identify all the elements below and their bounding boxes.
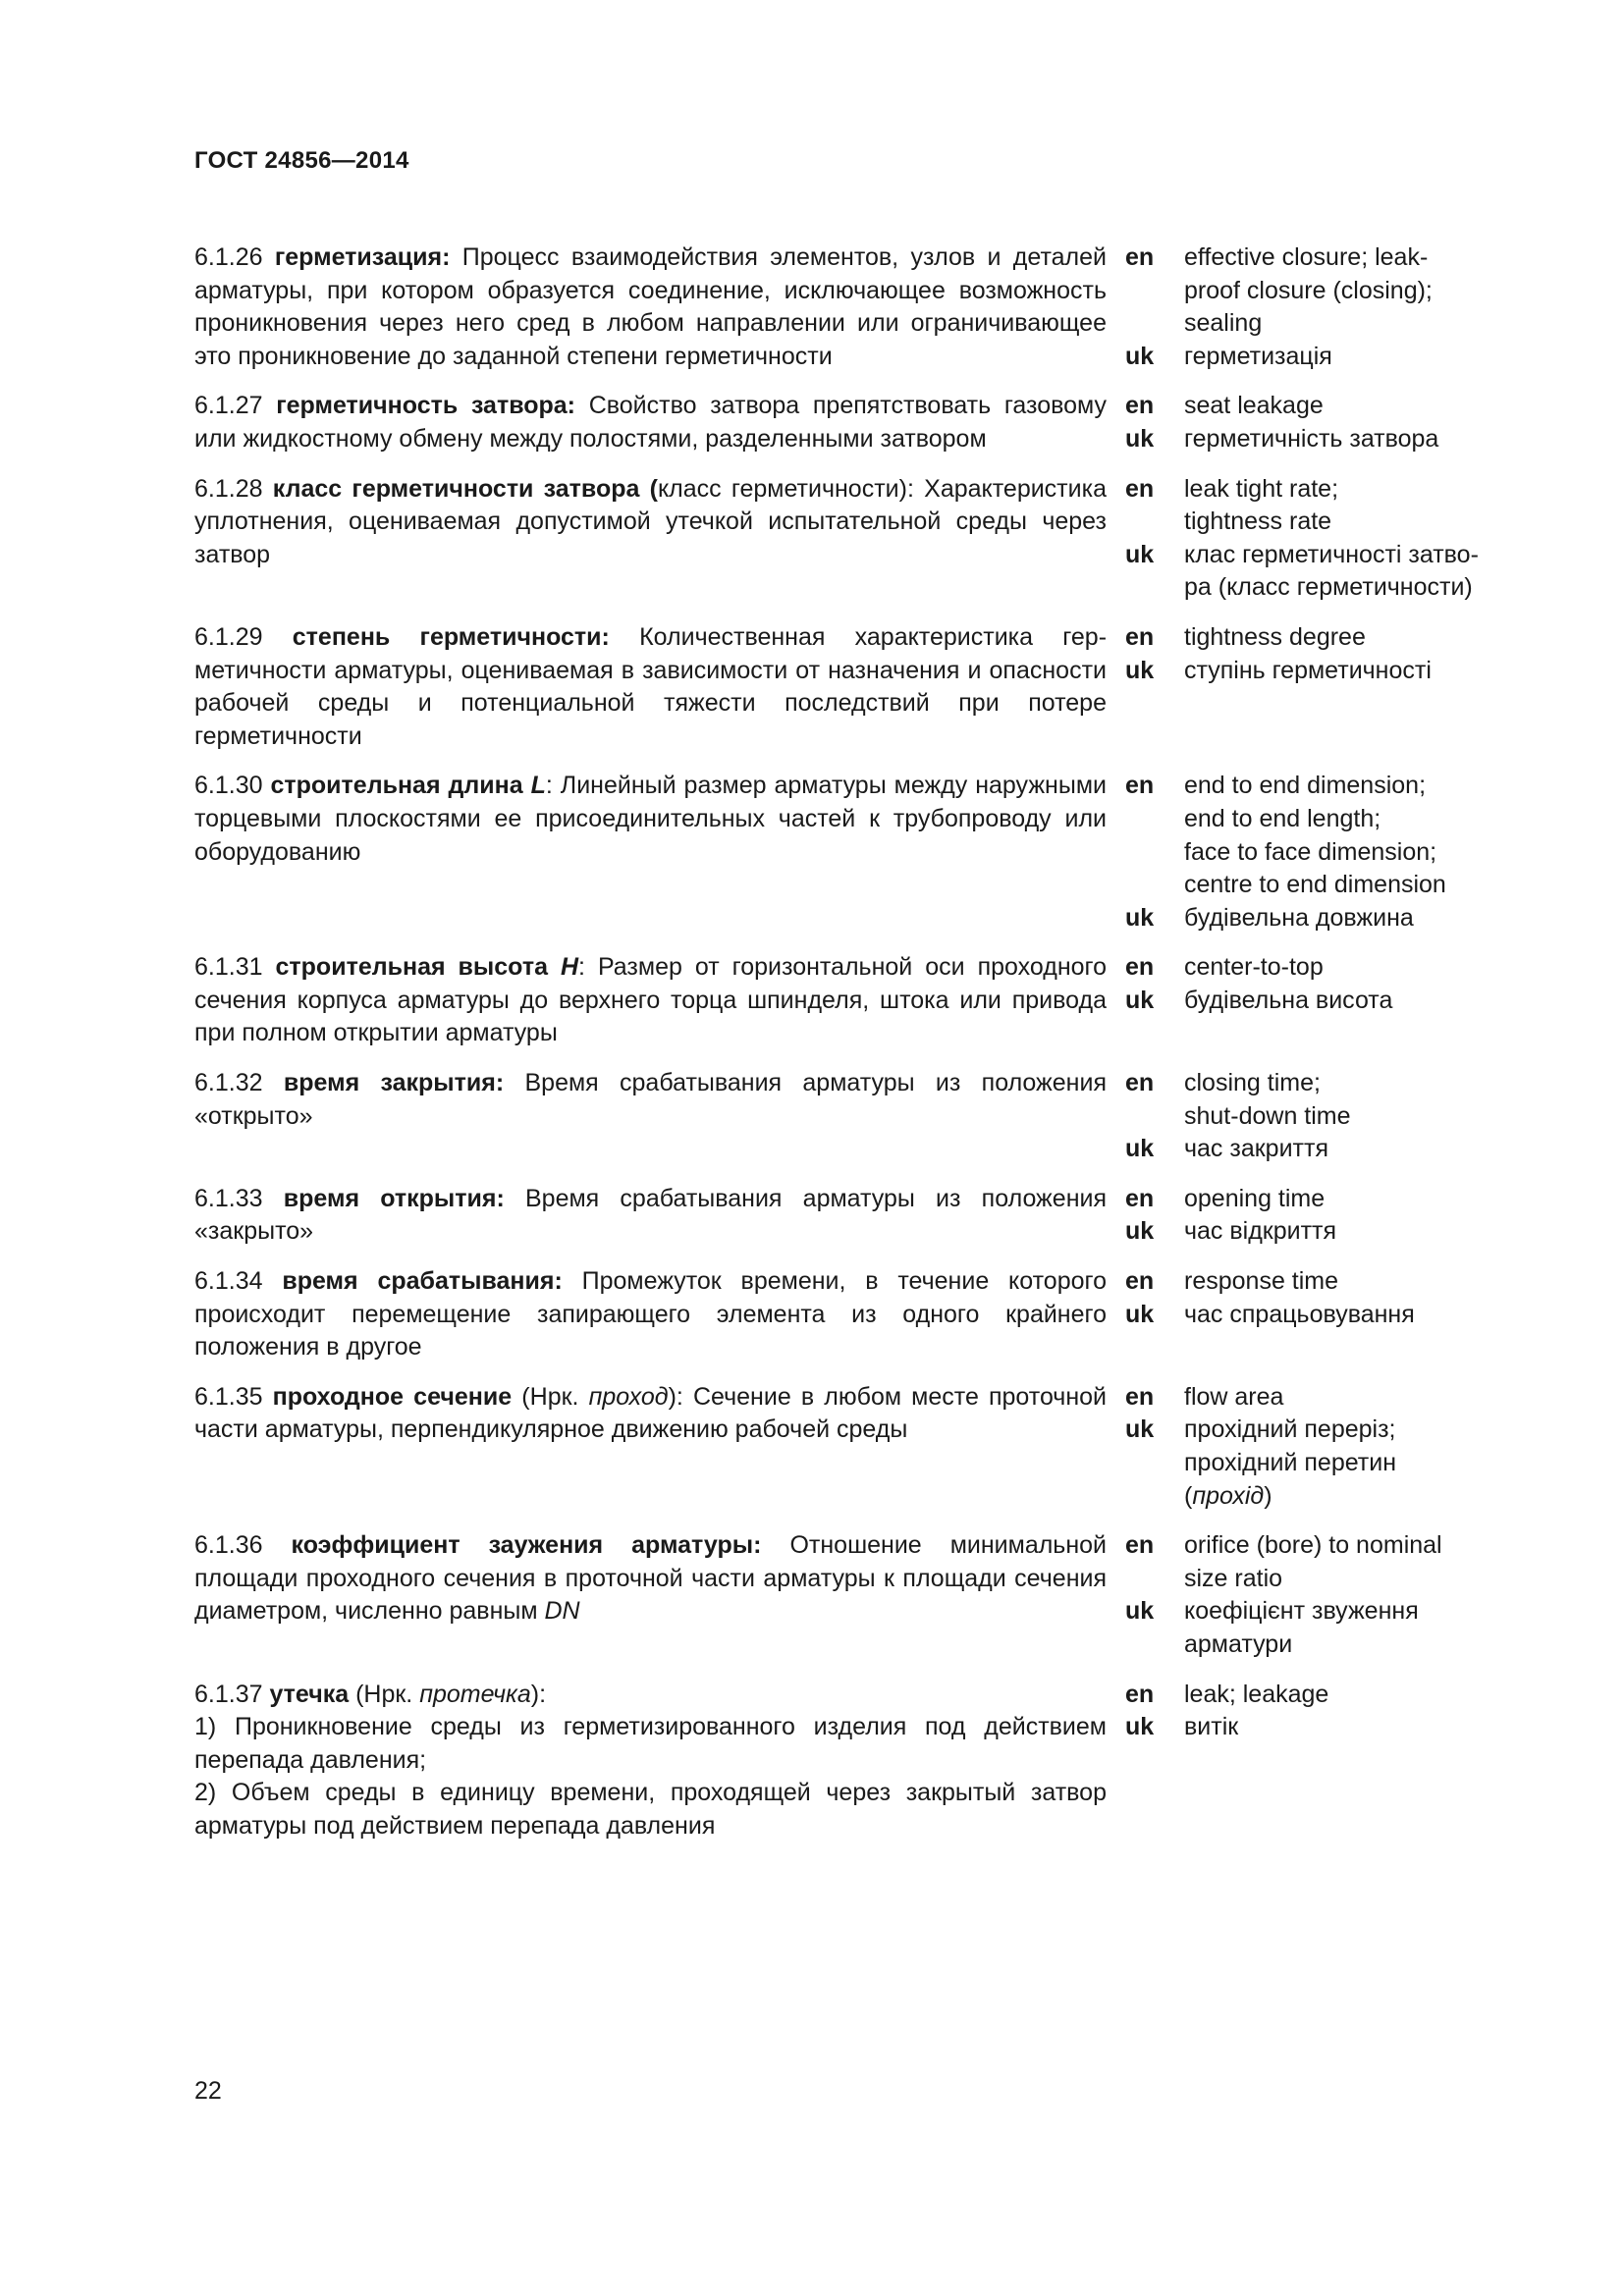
term-entry-6-1-34 bbox=[194, 1265, 1532, 1364]
term-number: 6.1.26 bbox=[194, 243, 263, 271]
definition bbox=[194, 390, 1107, 455]
term-number: 6.1.32 bbox=[194, 1069, 263, 1097]
term-symbol: L bbox=[530, 772, 546, 800]
definition-text: (Нрк. bbox=[512, 1382, 589, 1411]
lang-code-en: en bbox=[1125, 1531, 1155, 1560]
translation-en: shut-down time bbox=[1184, 1101, 1351, 1130]
term-entry-6-1-36 bbox=[194, 1529, 1532, 1661]
translation-en: tightness rate bbox=[1184, 507, 1332, 536]
term-entry-6-1-37 bbox=[194, 1679, 1532, 1843]
term-name: время срабатывания: bbox=[282, 1267, 563, 1296]
translation-uk: ра (класс герметичности) bbox=[1184, 573, 1473, 602]
lang-code-en: en bbox=[1125, 1680, 1155, 1708]
translation-uk: арматури bbox=[1184, 1629, 1293, 1658]
translation-en: leak tight rate; bbox=[1184, 474, 1339, 503]
lang-code-en: en bbox=[1125, 953, 1155, 982]
deprecated-term: протечка bbox=[419, 1680, 531, 1708]
document-header: ГОСТ 24856—2014 bbox=[194, 147, 409, 174]
term-name: класс герметичности затвора ( bbox=[272, 474, 658, 503]
translation-en: end to end dimension; bbox=[1184, 772, 1427, 800]
translations bbox=[1125, 241, 1532, 373]
term-entry-6-1-26 bbox=[194, 241, 1532, 373]
term-entry-6-1-35 bbox=[194, 1381, 1532, 1513]
translation-uk-deprecated: (прохід) bbox=[1184, 1481, 1272, 1510]
term-symbol: H bbox=[560, 953, 579, 982]
lang-code-uk: uk bbox=[1125, 1597, 1155, 1626]
translation-en: sealing bbox=[1184, 309, 1263, 338]
lang-code-uk: uk bbox=[1125, 1135, 1155, 1163]
page-number: 22 bbox=[194, 2077, 222, 2105]
term-number: 6.1.33 bbox=[194, 1184, 263, 1212]
translations bbox=[1125, 1067, 1532, 1166]
lang-code-en: en bbox=[1125, 622, 1155, 651]
term-number: 6.1.37 bbox=[194, 1680, 263, 1708]
lang-code-en: en bbox=[1125, 1069, 1155, 1097]
term-name: герметизация: bbox=[274, 243, 451, 271]
lang-code-uk: uk bbox=[1125, 1415, 1155, 1444]
translation-uk: герметичність затвора bbox=[1184, 424, 1439, 453]
translations bbox=[1125, 770, 1532, 934]
term-number: 6.1.34 bbox=[194, 1267, 263, 1296]
translations bbox=[1125, 390, 1532, 455]
translation-uk: витік bbox=[1184, 1713, 1239, 1741]
definition-text: : Линейный размер арматуры между наружными торцевыми плоскостями ее присоединительных частей к трубопроводу или оборудованию bbox=[194, 772, 1107, 866]
definition bbox=[194, 1183, 1107, 1249]
translation-en: flow area bbox=[1184, 1382, 1284, 1411]
definition bbox=[194, 951, 1107, 1050]
definition-text: Время срабатывания арматуры из положения «открыто» bbox=[194, 1069, 1107, 1130]
translation-en: leak; leakage bbox=[1184, 1680, 1329, 1708]
definition bbox=[194, 1679, 1107, 1843]
translations bbox=[1125, 621, 1532, 753]
term-number: 6.1.30 bbox=[194, 772, 263, 800]
lang-code-en: en bbox=[1125, 1382, 1155, 1411]
definition bbox=[194, 1067, 1107, 1166]
term-name: герметичность затвора: bbox=[276, 392, 576, 420]
translation-uk: час спрацьовування bbox=[1184, 1300, 1415, 1328]
term-entry-6-1-27 bbox=[194, 390, 1532, 455]
term-number: 6.1.31 bbox=[194, 953, 263, 982]
translations bbox=[1125, 473, 1532, 605]
terms-list bbox=[194, 241, 1532, 1860]
translation-en: orifice (bore) to nominal bbox=[1184, 1531, 1442, 1560]
definition-text: класс герметичности): Характеристика уплотнения, оцениваемая допустимой утечкой испытательной среды через затвор bbox=[194, 474, 1107, 568]
translation-uk: будівельна довжина bbox=[1184, 903, 1414, 932]
translation-en: end to end length; bbox=[1184, 804, 1381, 832]
definition-text: Промежуток времени, в течение которого происходит перемещение запирающего элемента из одного крайнего положения в другое bbox=[194, 1267, 1107, 1362]
lang-code-en: en bbox=[1125, 1267, 1155, 1296]
definition-text: Время срабатывания арматуры из положения «закрыто» bbox=[194, 1184, 1107, 1246]
term-entry-6-1-29 bbox=[194, 621, 1532, 753]
translation-uk: будівельна висота bbox=[1184, 986, 1393, 1014]
term-entry-6-1-32 bbox=[194, 1067, 1532, 1166]
definition-text: (Нрк. bbox=[349, 1680, 420, 1708]
term-entry-6-1-28 bbox=[194, 473, 1532, 605]
translation-en: opening time bbox=[1184, 1184, 1326, 1212]
translation-en: closing time; bbox=[1184, 1069, 1321, 1097]
lang-code-uk: uk bbox=[1125, 986, 1155, 1014]
translation-en: effective closure; leak- bbox=[1184, 243, 1429, 271]
definition bbox=[194, 1529, 1107, 1661]
definition bbox=[194, 770, 1107, 934]
lang-code-uk: uk bbox=[1125, 1217, 1155, 1246]
translations bbox=[1125, 1529, 1532, 1661]
term-symbol: DN bbox=[544, 1597, 580, 1626]
term-name: строительная длина bbox=[270, 772, 531, 800]
translation-en: seat leakage bbox=[1184, 392, 1324, 420]
definition-text: : Размер от горизонтальной оси проходного сечения корпуса арматуры до верхнего торца шпинделя, штока или привода при полном открытии арматуры bbox=[194, 953, 1108, 1047]
translation-uk: клас герметичності затво- bbox=[1184, 540, 1479, 568]
definition-text: ): Сечение в любом месте проточной части арматуры, перпендикулярное движению рабочей среды bbox=[194, 1382, 1108, 1444]
lang-code-uk: uk bbox=[1125, 656, 1155, 684]
term-name: коэффициент заужения арматуры: bbox=[291, 1531, 762, 1560]
translation-uk: коефіцієнт звуження bbox=[1184, 1597, 1419, 1626]
definition bbox=[194, 241, 1107, 373]
lang-code-uk: uk bbox=[1125, 540, 1155, 568]
translation-uk: прохідний переріз; bbox=[1184, 1415, 1396, 1444]
definition-item-1: 1) Проникновение среды из герметизированного изделия под действием перепада давления; bbox=[194, 1713, 1107, 1774]
translation-en: center-to-top bbox=[1184, 953, 1324, 982]
translations bbox=[1125, 1265, 1532, 1364]
term-name: строительная высота bbox=[275, 953, 561, 982]
definition-text: Свойство затвора препятствовать газовому или жидкостному обмену между полостями, разделенными затвором bbox=[194, 392, 1108, 453]
term-name: проходное сечение bbox=[272, 1382, 513, 1411]
deprecated-term: проход bbox=[588, 1382, 669, 1411]
translation-en: face to face dimension; bbox=[1184, 837, 1437, 866]
definition bbox=[194, 1381, 1107, 1513]
translations bbox=[1125, 951, 1532, 1050]
definition bbox=[194, 621, 1107, 753]
translation-en: proof closure (closing); bbox=[1184, 276, 1433, 304]
translation-en: centre to end dimension bbox=[1184, 871, 1446, 899]
term-number: 6.1.35 bbox=[194, 1382, 263, 1411]
translations bbox=[1125, 1183, 1532, 1249]
definition bbox=[194, 473, 1107, 605]
lang-code-en: en bbox=[1125, 474, 1155, 503]
lang-code-uk: uk bbox=[1125, 342, 1155, 370]
translations bbox=[1125, 1381, 1532, 1513]
term-number: 6.1.36 bbox=[194, 1531, 263, 1560]
translation-uk: ступінь герметичності bbox=[1184, 656, 1432, 684]
translation-uk: час закриття bbox=[1184, 1135, 1328, 1163]
translation-uk: герметизація bbox=[1184, 342, 1332, 370]
definition-item-2: 2) Объем среды в единицу времени, проходящей через закрытый затвор арматуры под действием перепада давления bbox=[194, 1779, 1107, 1840]
definition-text: Процесс взаимодействия элементов, узлов и деталей арматуры, при котором образуется соединение, исключающее возможность проникновения через него сред в любом направлении или ограничивающее это проникновение до заданной степени герметичности bbox=[194, 243, 1107, 370]
definition-text: Количественная характеристика герметичности арматуры, оцениваемая в зависимости от назначения и опасности рабочей среды и потенциальной тяжести последствий при потере герметичности bbox=[194, 622, 1108, 750]
term-name: время закрытия: bbox=[283, 1069, 505, 1097]
translation-en: response time bbox=[1184, 1267, 1339, 1296]
lang-code-en: en bbox=[1125, 243, 1155, 271]
lang-code-en: en bbox=[1125, 392, 1155, 420]
definition-text: Отношение минимальной площади проходного сечения в проточной части арматуры к площади сечения диаметром, численно равным bbox=[194, 1531, 1108, 1626]
term-entry-6-1-31 bbox=[194, 951, 1532, 1050]
translation-uk: прохідний перетин bbox=[1184, 1449, 1397, 1476]
definition bbox=[194, 1265, 1107, 1364]
lang-code-uk: uk bbox=[1125, 1713, 1155, 1741]
term-entry-6-1-33 bbox=[194, 1183, 1532, 1249]
lang-code-en: en bbox=[1125, 1184, 1155, 1212]
translation-en: tightness degree bbox=[1184, 622, 1366, 651]
lang-code-uk: uk bbox=[1125, 903, 1155, 932]
term-name: утечка bbox=[269, 1680, 350, 1708]
lang-code-uk: uk bbox=[1125, 1300, 1155, 1328]
term-number: 6.1.28 bbox=[194, 474, 263, 503]
term-name: время открытия: bbox=[283, 1184, 505, 1212]
translations bbox=[1125, 1679, 1532, 1843]
term-number: 6.1.29 bbox=[194, 622, 263, 651]
translation-uk: час відкриття bbox=[1184, 1217, 1337, 1246]
translation-en: size ratio bbox=[1184, 1564, 1283, 1592]
lang-code-uk: uk bbox=[1125, 424, 1155, 453]
term-number: 6.1.27 bbox=[194, 392, 263, 420]
term-name: степень герметичности: bbox=[292, 622, 610, 651]
term-entry-6-1-30 bbox=[194, 770, 1532, 934]
lang-code-en: en bbox=[1125, 772, 1155, 800]
definition-text: ): bbox=[530, 1680, 547, 1708]
